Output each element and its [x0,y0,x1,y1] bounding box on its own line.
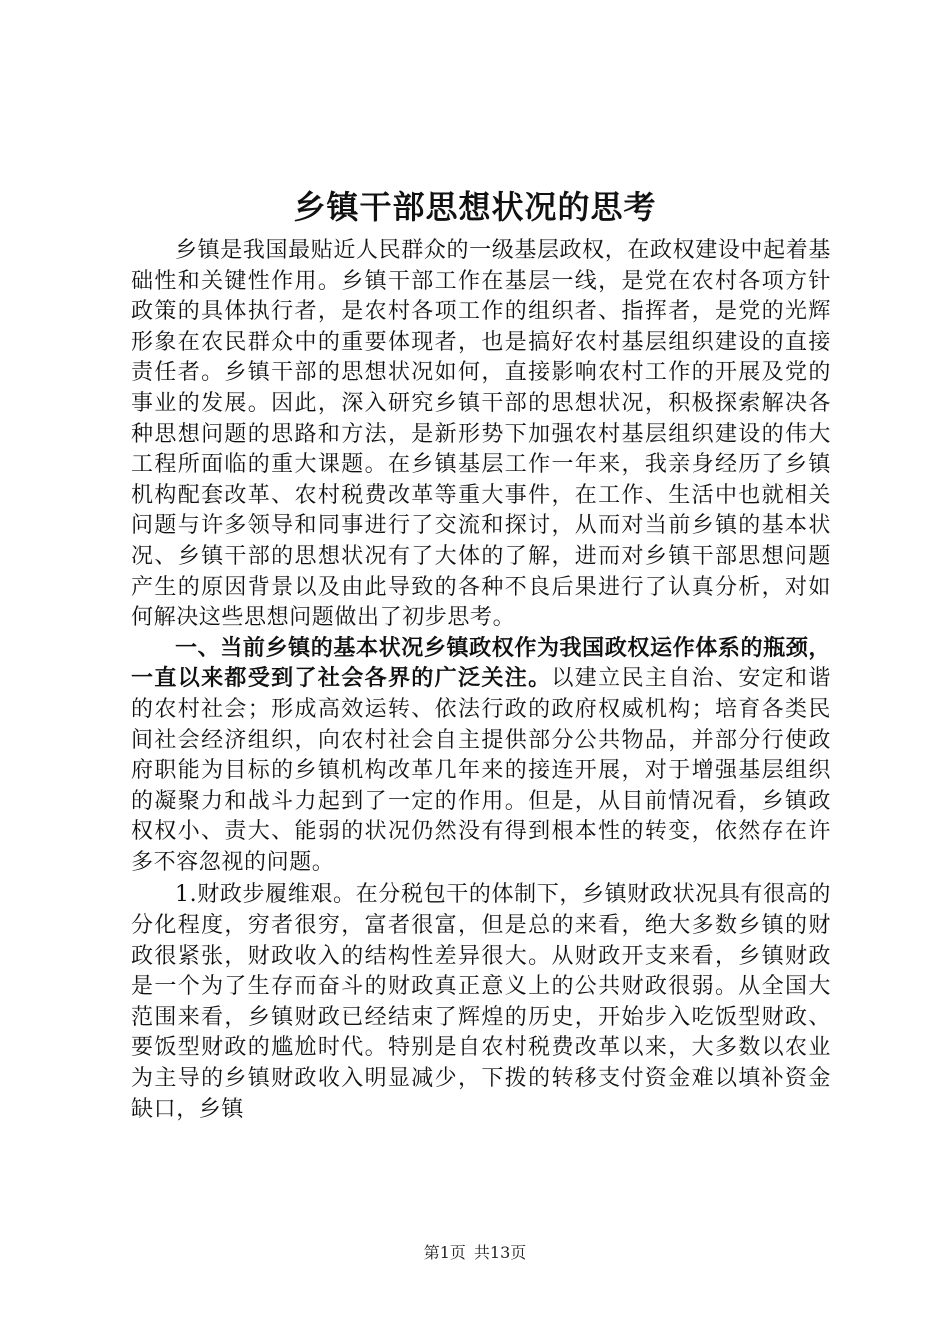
section-one-paragraph [131,634,831,879]
page-number: 第1页 [423,1243,466,1262]
section-one-heading: 一、当前乡镇的基本状况乡镇政权作为我国政权运作体系的瓶颈，一直以来都受到了社会各界的广泛关注。 [131,635,831,692]
document-title: 乡镇干部思想状况的思考 [293,188,657,226]
page-footer [0,1241,950,1265]
page-total: 共13页 [473,1243,527,1262]
finance-paragraph: 1.财政步履维艰。在分税包干的体制下，乡镇财政状况具有很高的分化程度，穷者很穷，富者很富，但是总的来看，绝大多数乡镇的财政很紧张，财政收入的结构性差异很大。从财政开支来看，乡镇财政是一个为了生存而奋斗的财政真正意义上的公共财政很弱。从全国大范围来看，乡镇财政已经结束了辉煌的历史，开始步入吃饭型财政、要饭型财政的尴尬时代。特别是自农村税费改革以来，大多数以农业为主导的乡镇财政收入明显减少，下拨的转移支付资金难以填补资金缺口，乡镇 [131,882,831,1122]
document-body [131,236,831,1125]
intro-paragraph: 乡镇是我国最贴近人民群众的一级基层政权，在政权建设中起着基础性和关键性作用。乡镇干部工作在基层一线，是党在农村各项方针政策的具体执行者，是农村各项工作的组织者、指挥者，是党的光辉形象在农民群众中的重要体现者，也是搞好农村基层组织建设的直接责任者。乡镇干部的思想状况如何，直接影响农村工作的开展及党的事业的发展。因此，深入研究乡镇干部的思想状况，积极探索解决各种思想问题的思路和方法，是新形势下加强农村基层组织建设的伟大工程所面临的重大课题。在乡镇基层工作一年来，我亲身经历了乡镇机构配套改革、农村税费改革等重大事件，在工作、生活中也就相关问题与许多领导和同事进行了交流和探讨，从而对当前乡镇的基本状况、乡镇干部的思想状况有了大体的了解，进而对乡镇干部思想问题产生的原因背景以及由此导致的各种不良后果进行了认真分析，对如何解决这些思想问题做出了初步思考。 [131,238,831,631]
section-one-body: 以建立民主自治、安定和谐的农村社会；形成高效运转、依法行政的政府权威机构；培育各类民间社会经济组织，向农村社会自主提供部分公共物品，并部分行使政府职能为目标的乡镇机构改革几年来的接连开展，对于增强基层组织的凝聚力和战斗力起到了一定的作用。但是，从目前情况看，乡镇政权权小、责大、能弱的状况仍然没有得到根本性的转变，依然存在许多不容忽视的问题。 [131,666,831,875]
